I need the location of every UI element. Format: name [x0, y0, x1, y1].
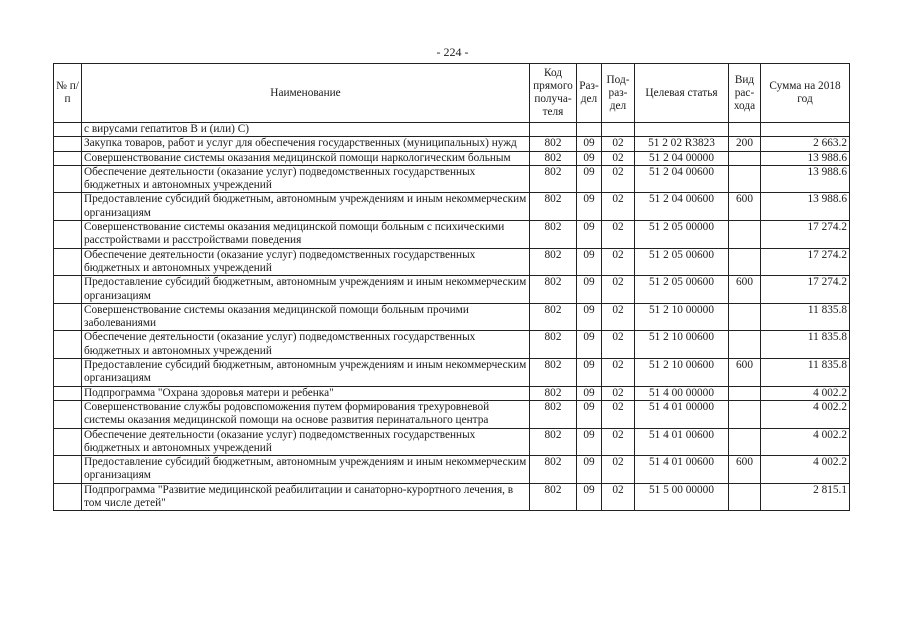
row-name: Подпрограмма "Развитие медицинской реабилитации и санаторно-курортного лечения, в том числе детей" — [82, 483, 530, 511]
row-num — [54, 193, 82, 221]
row-expense: 600 — [729, 193, 761, 221]
row-sum: 17 274.2 — [761, 221, 850, 249]
row-subsection: 02 — [602, 165, 635, 193]
row-section: 09 — [577, 248, 602, 276]
row-sum: 4 002.2 — [761, 456, 850, 484]
row-num — [54, 400, 82, 428]
row-sum: 11 835.8 — [761, 303, 850, 331]
row-target: 51 4 01 00600 — [635, 428, 729, 456]
table-row — [54, 165, 850, 193]
row-section: 09 — [577, 303, 602, 331]
row-num — [54, 428, 82, 456]
row-name: Совершенствование службы родовспоможения путем формирования трехуровневой системы оказания медицинской помощи на основе развития перинатального центра — [82, 400, 530, 428]
row-name: Предоставление субсидий бюджетным, автономным учреждениям и иным некоммерческим организациям — [82, 193, 530, 221]
row-sum: 11 835.8 — [761, 359, 850, 387]
row-subsection: 02 — [602, 331, 635, 359]
table-row — [54, 276, 850, 304]
table-row — [54, 359, 850, 387]
row-target: 51 2 04 00600 — [635, 165, 729, 193]
row-target: 51 4 01 00600 — [635, 456, 729, 484]
table-row — [54, 248, 850, 276]
row-section: 09 — [577, 331, 602, 359]
row-target: 51 5 00 00000 — [635, 483, 729, 511]
row-expense: 600 — [729, 456, 761, 484]
row-sum: 2 663.2 — [761, 137, 850, 151]
row-expense — [729, 386, 761, 400]
row-name: Обеспечение деятельности (оказание услуг) подведомственных государственных бюджетных и автономных учреждений — [82, 248, 530, 276]
row-sum: 13 988.6 — [761, 193, 850, 221]
row-subsection: 02 — [602, 137, 635, 151]
row-subsection: 02 — [602, 303, 635, 331]
row-name: с вирусами гепатитов В и (или) С) — [82, 123, 530, 137]
row-code: 802 — [530, 165, 577, 193]
row-section: 09 — [577, 151, 602, 165]
row-name: Предоставление субсидий бюджетным, автономным учреждениям и иным некоммерческим организациям — [82, 456, 530, 484]
row-sum: 17 274.2 — [761, 276, 850, 304]
header-num: № п/п — [54, 64, 82, 123]
row-sum — [761, 123, 850, 137]
row-section: 09 — [577, 193, 602, 221]
table-row — [54, 123, 850, 137]
row-name: Совершенствование системы оказания медицинской помощи больным прочими заболеваниями — [82, 303, 530, 331]
row-num — [54, 165, 82, 193]
row-expense — [729, 428, 761, 456]
row-target: 51 4 01 00000 — [635, 400, 729, 428]
row-sum: 11 835.8 — [761, 331, 850, 359]
row-code: 802 — [530, 359, 577, 387]
row-expense — [729, 303, 761, 331]
row-expense: 600 — [729, 359, 761, 387]
row-section: 09 — [577, 221, 602, 249]
row-section: 09 — [577, 428, 602, 456]
row-section: 09 — [577, 483, 602, 511]
row-num — [54, 303, 82, 331]
row-subsection: 02 — [602, 386, 635, 400]
row-num — [54, 359, 82, 387]
row-code: 802 — [530, 137, 577, 151]
row-subsection: 02 — [602, 456, 635, 484]
row-sum: 4 002.2 — [761, 400, 850, 428]
row-section: 09 — [577, 456, 602, 484]
table-row — [54, 151, 850, 165]
row-code: 802 — [530, 456, 577, 484]
row-code: 802 — [530, 386, 577, 400]
row-target: 51 2 05 00600 — [635, 276, 729, 304]
row-num — [54, 483, 82, 511]
row-target: 51 2 04 00000 — [635, 151, 729, 165]
row-subsection: 02 — [602, 248, 635, 276]
row-name: Совершенствование системы оказания медицинской помощи больным с психическими расстройствами и расстройствами поведения — [82, 221, 530, 249]
table-row — [54, 303, 850, 331]
row-num — [54, 137, 82, 151]
row-target: 51 2 10 00600 — [635, 359, 729, 387]
table-row — [54, 456, 850, 484]
row-name: Обеспечение деятельности (оказание услуг) подведомственных государственных бюджетных и автономных учреждений — [82, 331, 530, 359]
row-sum: 4 002.2 — [761, 386, 850, 400]
header-sum: Сумма на 2018 год — [761, 64, 850, 123]
row-sum: 17 274.2 — [761, 248, 850, 276]
row-num — [54, 248, 82, 276]
row-code: 802 — [530, 193, 577, 221]
row-num — [54, 331, 82, 359]
row-expense — [729, 400, 761, 428]
row-sum: 4 002.2 — [761, 428, 850, 456]
row-target: 51 2 05 00600 — [635, 248, 729, 276]
row-target: 51 2 04 00600 — [635, 193, 729, 221]
row-num — [54, 276, 82, 304]
row-section: 09 — [577, 400, 602, 428]
row-num — [54, 456, 82, 484]
row-name: Предоставление субсидий бюджетным, автономным учреждениям и иным некоммерческим организациям — [82, 276, 530, 304]
row-code: 802 — [530, 428, 577, 456]
table-header-row — [54, 64, 850, 123]
table-row — [54, 137, 850, 151]
row-target: 51 2 10 00600 — [635, 331, 729, 359]
row-expense — [729, 331, 761, 359]
row-name: Обеспечение деятельности (оказание услуг) подведомственных государственных бюджетных и автономных учреждений — [82, 165, 530, 193]
row-subsection: 02 — [602, 428, 635, 456]
row-num — [54, 151, 82, 165]
row-subsection: 02 — [602, 276, 635, 304]
row-subsection: 02 — [602, 221, 635, 249]
row-expense — [729, 123, 761, 137]
table-row — [54, 221, 850, 249]
row-code: 802 — [530, 303, 577, 331]
table-row — [54, 483, 850, 511]
row-subsection: 02 — [602, 400, 635, 428]
header-name: Наименование — [82, 64, 530, 123]
row-num — [54, 123, 82, 137]
row-target — [635, 123, 729, 137]
page-number: - 224 - — [436, 45, 469, 59]
row-expense — [729, 165, 761, 193]
table-body — [54, 123, 850, 511]
row-section: 09 — [577, 137, 602, 151]
row-target: 51 2 02 R3823 — [635, 137, 729, 151]
table-row — [54, 386, 850, 400]
row-sum: 2 815.1 — [761, 483, 850, 511]
budget-table — [53, 63, 850, 511]
row-target: 51 2 05 00000 — [635, 221, 729, 249]
row-num — [54, 386, 82, 400]
row-section: 09 — [577, 165, 602, 193]
row-subsection — [602, 123, 635, 137]
table-row — [54, 193, 850, 221]
row-expense: 600 — [729, 276, 761, 304]
row-expense — [729, 151, 761, 165]
row-code: 802 — [530, 276, 577, 304]
row-target: 51 2 10 00000 — [635, 303, 729, 331]
row-sum: 13 988.6 — [761, 165, 850, 193]
row-code: 802 — [530, 331, 577, 359]
row-expense — [729, 221, 761, 249]
row-sum: 13 988.6 — [761, 151, 850, 165]
table-row — [54, 331, 850, 359]
row-section: 09 — [577, 386, 602, 400]
table-row — [54, 400, 850, 428]
header-code: Код прямого получа- теля — [530, 64, 577, 123]
row-code: 802 — [530, 221, 577, 249]
row-expense — [729, 248, 761, 276]
row-code: 802 — [530, 248, 577, 276]
row-name: Предоставление субсидий бюджетным, автономным учреждениям и иным некоммерческим организациям — [82, 359, 530, 387]
row-section — [577, 123, 602, 137]
row-code: 802 — [530, 483, 577, 511]
header-expense: Вид рас- хода — [729, 64, 761, 123]
row-name: Закупка товаров, работ и услуг для обеспечения государственных (муниципальных) нужд — [82, 137, 530, 151]
row-target: 51 4 00 00000 — [635, 386, 729, 400]
row-code: 802 — [530, 151, 577, 165]
row-subsection: 02 — [602, 483, 635, 511]
row-subsection: 02 — [602, 151, 635, 165]
row-expense: 200 — [729, 137, 761, 151]
row-section: 09 — [577, 276, 602, 304]
header-target: Целевая статья — [635, 64, 729, 123]
row-code — [530, 123, 577, 137]
header-section: Раз- дел — [577, 64, 602, 123]
header-subsection: Под- раз- дел — [602, 64, 635, 123]
table-row — [54, 428, 850, 456]
row-section: 09 — [577, 359, 602, 387]
row-subsection: 02 — [602, 359, 635, 387]
row-expense — [729, 483, 761, 511]
row-name: Совершенствование системы оказания медицинской помощи наркологическим больным — [82, 151, 530, 165]
row-name: Обеспечение деятельности (оказание услуг) подведомственных государственных бюджетных и автономных учреждений — [82, 428, 530, 456]
row-name: Подпрограмма "Охрана здоровья матери и ребенка" — [82, 386, 530, 400]
row-subsection: 02 — [602, 193, 635, 221]
row-code: 802 — [530, 400, 577, 428]
row-num — [54, 221, 82, 249]
